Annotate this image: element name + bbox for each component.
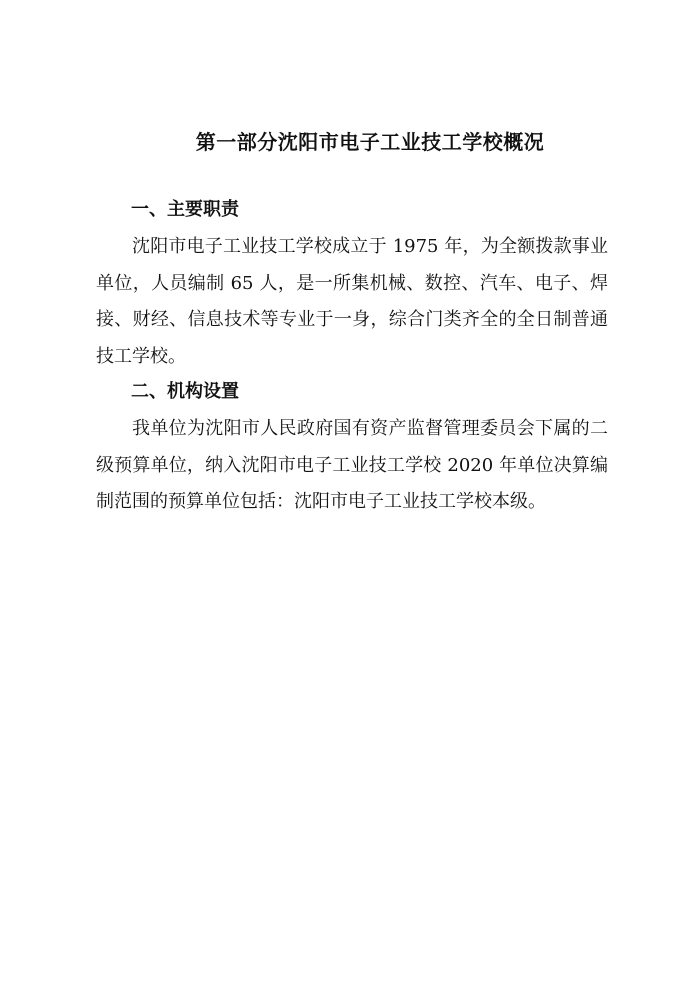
section-heading-organization: 二、机构设置	[131, 381, 239, 402]
section-heading-main-duties: 一、主要职责	[131, 199, 239, 220]
section-paragraph-organization: 我单位为沈阳市人民政府国有资产监督管理委员会下属的二级预算单位，纳入沈阳市电子工业技工学校 2020 年单位决算编制范围的预算单位包括：沈阳市电子工业技工学校本级。	[96, 418, 608, 512]
page-title: 第一部分沈阳市电子工业技工学校概况	[195, 130, 545, 154]
section-paragraph-main-duties: 沈阳市电子工业技工学校成立于 1975 年，为全额拨款事业单位，人员编制 65 人，是一所集机械、数控、汽车、电子、焊接、财经、信息技术等专业于一身，综合门类齐全的全日制普通技工学校。	[96, 236, 608, 367]
